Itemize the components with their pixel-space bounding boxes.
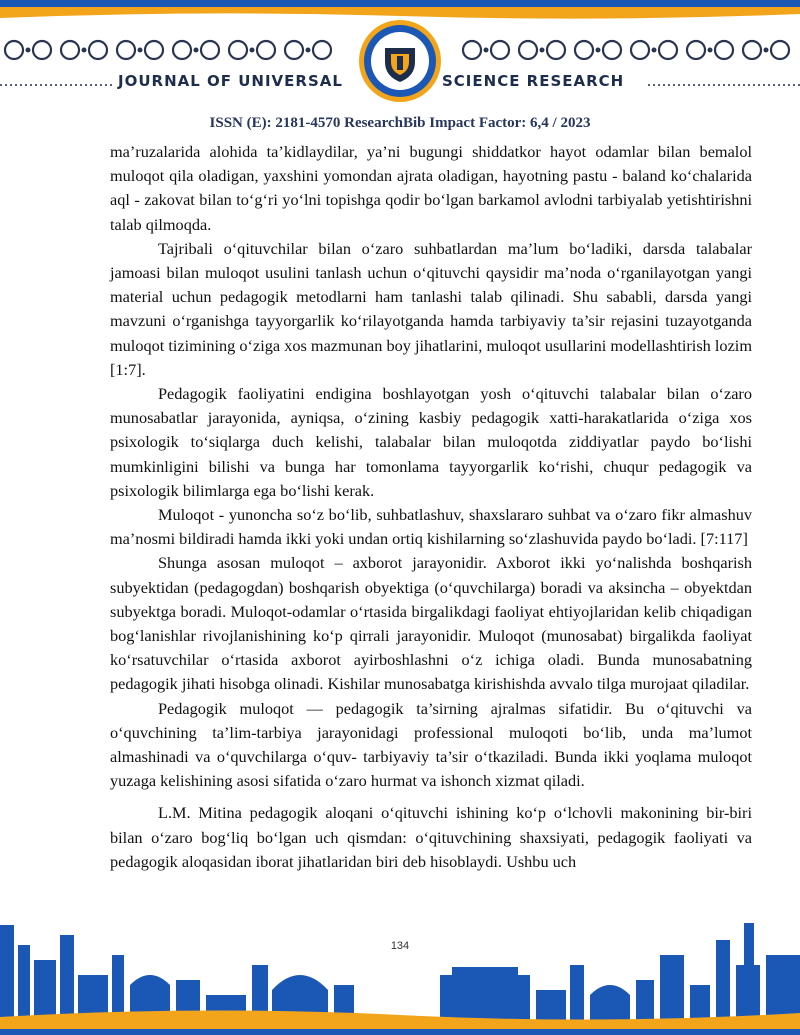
body-paragraph: Pedagogik muloqot — pedagogik ta’sirning ajralmas sifatidir. Bu o‘qituvchi va o‘quvchining ta’lim-tarbiya jarayonidagi professional muloqoti bo‘lib, unda ma’lumot almashinadi va o‘quvchilarga o‘quv- tarbiyaviy ta’sir o‘tkaziladi. Bunda ikki yoqlama muloqot yuzaga kelishining asosi sifatida o‘zaro hurmat va ishonch xizmat qiladi. (110, 698, 752, 791)
page-number: 134 (390, 940, 410, 952)
body-paragraph: Tajribali o‘qituvchilar bilan o‘zaro suhbatlardan ma’lum bo‘ladiki, darsda talabalar jamoasi bilan muloqot usulini tanlash uchun o‘qituvchi qaysidir ma’noda o‘rganilayotgan yangi material uchun pedagogik metodlarni ham tanlashi talab qilinadi. Shu sababli, darsda yangi mavzuni o‘rganishga tayyorgarlik ko‘rilayotganda hamda tarbiyaviy ta’sir rejasini tuzayotganda muloqot tizimining o‘ziga xos mazmunan boy jihatlarini, muloqot usullarini modellashtirish lozim [1:7]. (110, 238, 752, 379)
journal-title-left: JOURNAL OF UNIVERSAL (118, 72, 343, 90)
issn-impact-line: ISSN (E): 2181-4570 ResearchBib Impact Factor: 6,4 / 2023 (209, 115, 591, 131)
body-paragraph: ma’ruzalarida alohida ta’kidlaydilar, ya’ni bugungi shiddatkor hayot odamlar bilan bemalol muloqot qila oladigan, yaxshini yomondan ajrata oladigan, hayotning pastu - baland ko‘chalarida aql - zakovat bilan to‘g‘ri yo‘lni topishga qodir bo‘lgan barkamol avlodni tarbiyalab yetishtirishni talab qilmoqda. (110, 142, 752, 234)
body-paragraph: Muloqot - yunoncha so‘z bo‘lib, suhbatlashuv, shaxslararo suhbat va o‘zaro fikr almashuv ma’nosmi bildiradi hamda ikki yoki undan ortiq kishilarning so‘zlashuvida paydo bo‘ladi. [7:117] (110, 505, 752, 549)
body-paragraph: L.M. Mitina pedagogik aloqani o‘qituvchi ishining ko‘p o‘lchovli makonining bir-biri bilan o‘zaro bog‘liq bo‘lgan uch qismdan: o‘qituvchining shaxsiyati, pedagogik faoliyati va pedagogik aloqasidan iborat jihatlaridan biri deb hisoblaydi. Ushbu uch (110, 803, 752, 871)
article-body (110, 140, 752, 874)
body-paragraph: Shunga asosan muloqot – axborot jarayonidir. Axborot ikki yo‘nalishda boshqarish subyektidan (pedagogdan) boshqarish obyektiga (o‘quvchilarga) boradi va aksincha – obyektdan subyektga boradi. Muloqot-odamlar o‘rtasida birgalikdagi faoliyat ehtiyojlaridan kelib chiqadigan bog‘lanishlar rivojlanishining ko‘p qirrali jarayonidir. Muloqot (munosabat) birgalikda faoliyat ko‘rsatuvchilar o‘rtasida axborot ayirboshlashni o‘z ichiga oladi. Bunda munosabatning pedagogik jihati hisobga olinadi. Kishilar munosabatga kirishishda avvalo tilga murojaat qiladilar. (110, 553, 752, 694)
city-skyline-icon (0, 905, 800, 1035)
body-paragraph: Pedagogik faoliyatini endigina boshlayotgan yosh o‘qituvchi talabalar bilan o‘zaro munosabatlar jarayonida, ayniqsa, o‘zining kasbiy pedagogik xatti-harakatlarida o‘ziga xos psixologik to‘siqlarga duch kelishi, talabalar bilan muloqotda ziddiyatlar paydo bo‘lishi mumkinligini bilishi va bunga har tomonlama tayyorgarlik ko‘rishi, chuqur pedagogik va psixologik bilimlarga ega bo‘lishi kerak. (110, 384, 752, 500)
journal-seal-icon (357, 18, 443, 104)
journal-title-right: SCIENCE RESEARCH (442, 72, 625, 90)
